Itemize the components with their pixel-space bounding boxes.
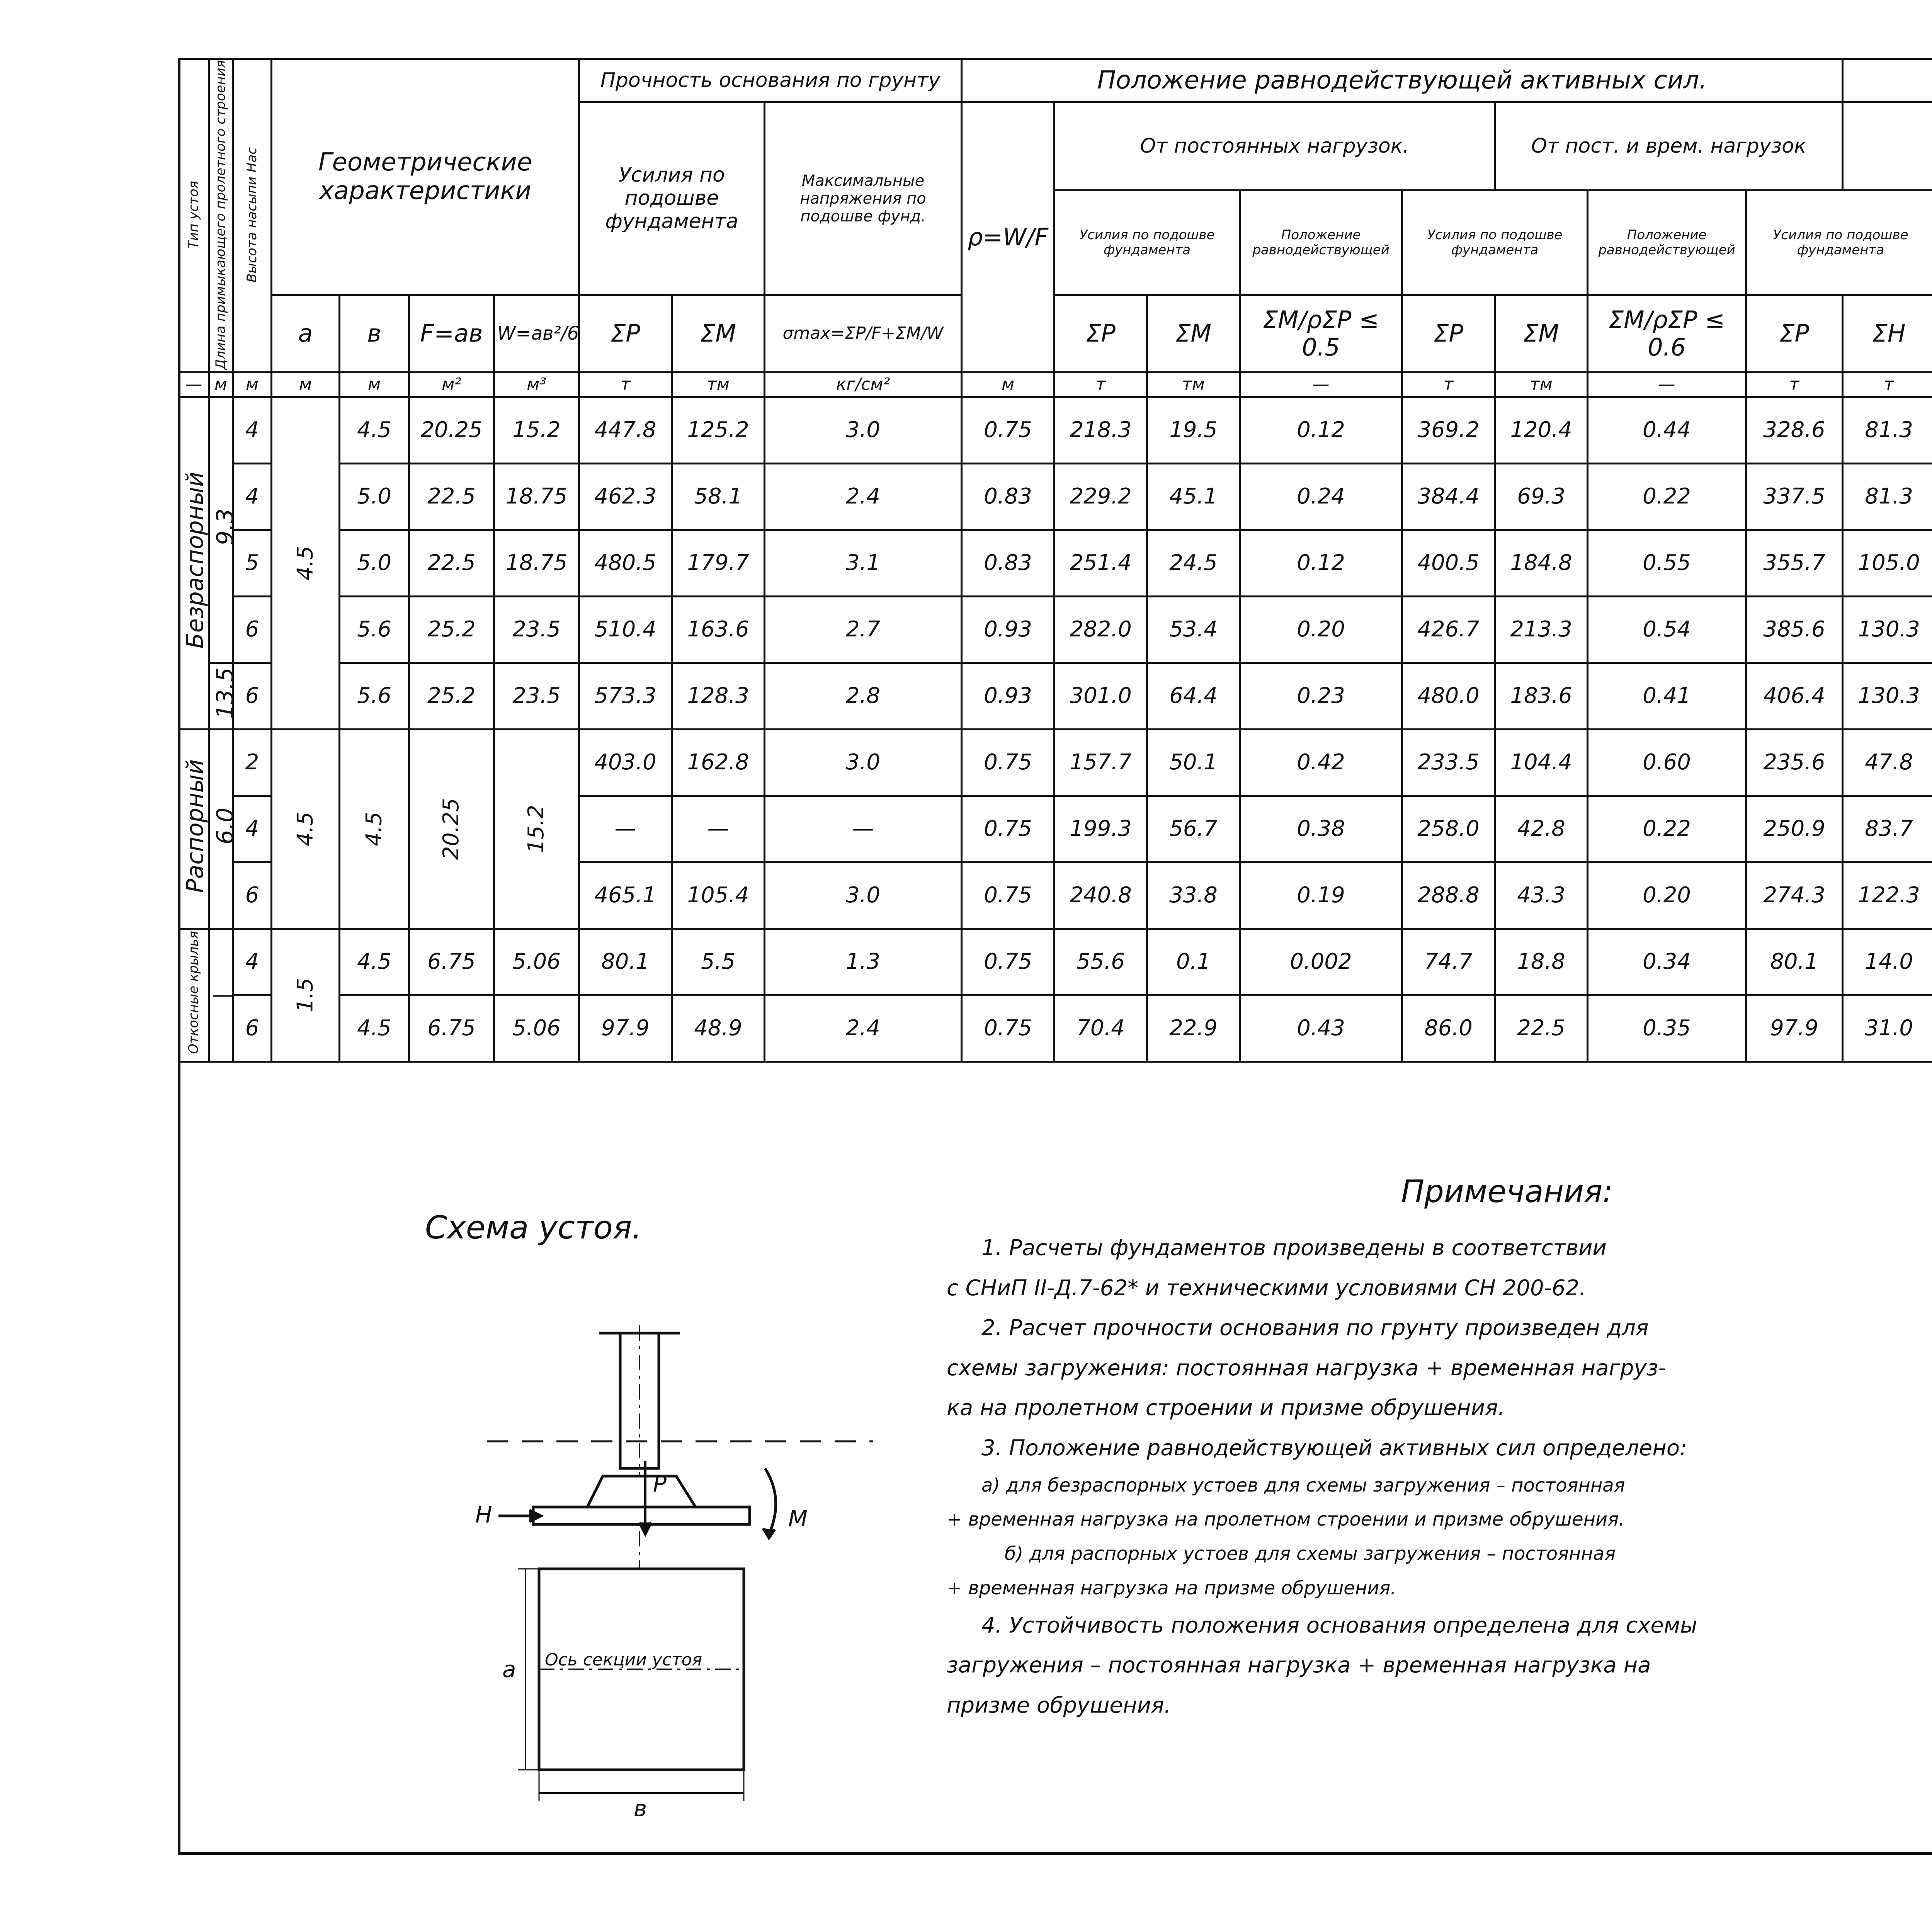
- cell-H: 83.7: [1843, 796, 1932, 862]
- cell-H: 130.3: [1843, 663, 1932, 729]
- cell-H: 81.3: [1843, 397, 1932, 463]
- cell-rho: 0.75: [962, 929, 1054, 995]
- cell-P3: 328.6: [1746, 397, 1843, 463]
- cell-P2: 426.7: [1402, 596, 1495, 663]
- a-g1: 4.5: [272, 397, 340, 729]
- cell-W: 5.06: [494, 929, 579, 995]
- note-line: призме обрушения.: [947, 1692, 1171, 1718]
- cell-sigma: 3.0: [765, 397, 962, 463]
- rho-header: ρ=W/F: [962, 102, 1054, 373]
- unit-cell: м: [209, 372, 233, 397]
- cell-r1: 0.19: [1240, 862, 1402, 929]
- cell-M1: 50.1: [1147, 729, 1240, 796]
- cell-r2: 0.22: [1588, 463, 1746, 530]
- sym-P1: ΣP: [1054, 295, 1147, 372]
- cell-P2: 369.2: [1402, 397, 1495, 463]
- table-row: [179, 663, 1932, 729]
- unit-cell: м: [272, 372, 340, 397]
- sym-P3: ΣP: [1746, 295, 1843, 372]
- cell-P2: 74.7: [1402, 929, 1495, 995]
- cell-r2: 0.44: [1588, 397, 1746, 463]
- len-g1b: 13.5: [209, 663, 233, 729]
- slide-forces-header: Усилия по подошве фундамента: [1746, 191, 1932, 295]
- cell-M2: 22.5: [1495, 995, 1588, 1061]
- label-b: в: [634, 1795, 647, 1822]
- sym-M1: ΣM: [1147, 295, 1240, 372]
- cell-M1: 19.5: [1147, 397, 1240, 463]
- note-line: а) для безраспорных устоев для схемы загружения – постоянная: [981, 1474, 1625, 1496]
- cell-P: 403.0: [579, 729, 672, 796]
- unit-cell: т: [1402, 372, 1495, 397]
- cell-h: 4: [233, 796, 272, 862]
- cell-r2: 0.41: [1588, 663, 1746, 729]
- cell-M: 125.2: [672, 397, 765, 463]
- cell-H: 14.0: [1843, 929, 1932, 995]
- sym-sigma: σmax=ΣP/F+ΣM/W: [765, 295, 962, 372]
- note-line: 4. Устойчивость положения основания определена для схемы: [981, 1613, 1697, 1638]
- cell-r1: 0.12: [1240, 397, 1402, 463]
- F-g2: 20.25: [409, 729, 494, 929]
- note-line: б) для распорных устоев для схемы загружения – постоянная: [1005, 1543, 1616, 1565]
- cell-rho: 0.83: [962, 530, 1054, 596]
- cell-P1: 229.2: [1054, 463, 1147, 530]
- cell-H: 47.8: [1843, 729, 1932, 796]
- slide-header: [1843, 102, 1932, 191]
- len-g2: 6.0: [209, 729, 233, 929]
- cell-b: 5.0: [340, 530, 409, 596]
- cell-M: —: [672, 796, 765, 862]
- cell-P: 480.5: [579, 530, 672, 596]
- notes-title: Примечания:: [1401, 1174, 1613, 1209]
- cell-W: 15.2: [494, 397, 579, 463]
- cell-M2: 120.4: [1495, 397, 1588, 463]
- sym-r1: ΣM/ρΣP ≤ 0.5: [1240, 295, 1402, 372]
- cell-P3: 355.7: [1746, 530, 1843, 596]
- geom-header: Геометрические характеристики: [272, 59, 579, 295]
- footing-trapezoid: [587, 1476, 696, 1507]
- note-line: 2. Расчет прочности основания по грунту произведен для: [981, 1315, 1649, 1341]
- cell-sigma: 2.7: [765, 596, 962, 663]
- cell-r2: 0.60: [1588, 729, 1746, 796]
- perm-pos-header: Положение равнодействующей: [1240, 191, 1402, 295]
- cell-M: 58.1: [672, 463, 765, 530]
- schema-title: Схема устоя.: [425, 1209, 642, 1246]
- cell-rho: 0.83: [962, 463, 1054, 530]
- col-type: Тип устоя: [179, 59, 209, 373]
- cell-r1: 0.42: [1240, 729, 1402, 796]
- cell-M2: 18.8: [1495, 929, 1588, 995]
- cell-M: 162.8: [672, 729, 765, 796]
- cell-F: 25.2: [409, 596, 494, 663]
- cell-P: 462.3: [579, 463, 672, 530]
- cell-W: 18.75: [494, 530, 579, 596]
- strength-header: Прочность основания по грунту: [579, 59, 962, 102]
- cell-P2: 86.0: [1402, 995, 1495, 1061]
- cell-P2: 258.0: [1402, 796, 1495, 862]
- unit-cell: м³: [494, 372, 579, 397]
- perm-forces-header: Усилия по подошве фундамента: [1054, 191, 1240, 295]
- sym-W: W=aв²/6: [494, 295, 579, 372]
- unit-cell: м: [340, 372, 409, 397]
- cell-h: 4: [233, 397, 272, 463]
- cell-sigma: —: [765, 796, 962, 862]
- cell-rho: 0.75: [962, 862, 1054, 929]
- sym-P2: ΣP: [1402, 295, 1495, 372]
- cell-P1: 240.8: [1054, 862, 1147, 929]
- cell-rho: 0.93: [962, 663, 1054, 729]
- cell-M1: 56.7: [1147, 796, 1240, 862]
- unit-cell: кг/см²: [765, 372, 962, 397]
- cell-sigma: 2.4: [765, 463, 962, 530]
- cell-b: 4.5: [340, 929, 409, 995]
- type-g3: Откосные крылья: [179, 929, 209, 1061]
- calc-table: [178, 58, 1932, 1063]
- footing-slab: [533, 1507, 750, 1524]
- cell-M1: 53.4: [1147, 596, 1240, 663]
- unit-cell: м²: [409, 372, 494, 397]
- note-line: загружения – постоянная нагрузка + временная нагрузка на: [947, 1653, 1651, 1678]
- cell-W: 23.5: [494, 596, 579, 663]
- cell-P1: 301.0: [1054, 663, 1147, 729]
- cell-M: 48.9: [672, 995, 765, 1061]
- cell-r2: 0.22: [1588, 796, 1746, 862]
- a-g2: 4.5: [272, 729, 340, 929]
- sym-M: ΣM: [672, 295, 765, 372]
- cell-F: 22.5: [409, 530, 494, 596]
- type-g2: Распорный: [179, 729, 209, 929]
- cell-r1: 0.43: [1240, 995, 1402, 1061]
- note-line: + временная нагрузка на пролетном строении и призме обрушения.: [947, 1509, 1625, 1531]
- unit-cell: тм: [672, 372, 765, 397]
- cell-P1: 282.0: [1054, 596, 1147, 663]
- cell-P: 510.4: [579, 596, 672, 663]
- cell-M: 5.5: [672, 929, 765, 995]
- cell-M2: 69.3: [1495, 463, 1588, 530]
- type-g1: Безраспорный: [179, 397, 209, 729]
- cell-P1: 199.3: [1054, 796, 1147, 862]
- cell-P2: 384.4: [1402, 463, 1495, 530]
- cell-r2: 0.35: [1588, 995, 1746, 1061]
- label-M: M: [788, 1505, 808, 1532]
- cell-P2: 480.0: [1402, 663, 1495, 729]
- cell-rho: 0.75: [962, 995, 1054, 1061]
- cell-P3: 80.1: [1746, 929, 1843, 995]
- cell-rho: 0.75: [962, 796, 1054, 862]
- cell-sigma: 3.0: [765, 862, 962, 929]
- axis-label: Ось секции устоя: [545, 1650, 702, 1670]
- cell-P3: 337.5: [1746, 463, 1843, 530]
- cell-P3: 274.3: [1746, 862, 1843, 929]
- label-P: P: [653, 1471, 667, 1497]
- cell-P3: 235.6: [1746, 729, 1843, 796]
- cell-P2: 288.8: [1402, 862, 1495, 929]
- label-a: a: [502, 1656, 516, 1682]
- cell-h: 6: [233, 596, 272, 663]
- pt-header: От пост. и врем. нагрузок: [1495, 102, 1843, 191]
- note-line: схемы загружения: постоянная нагрузка + временная нагруз-: [947, 1355, 1666, 1381]
- cell-P3: 385.6: [1746, 596, 1843, 663]
- abutment-schema: [371, 1267, 912, 1847]
- unit-cell: м: [233, 372, 272, 397]
- position-header: Положение равнодействующей активных сил.: [962, 59, 1843, 102]
- cell-M2: 42.8: [1495, 796, 1588, 862]
- cell-h: 5: [233, 530, 272, 596]
- cell-b: 4.5: [340, 995, 409, 1061]
- sym-P: ΣP: [579, 295, 672, 372]
- sym-M2: ΣM: [1495, 295, 1588, 372]
- table-row: [179, 530, 1932, 596]
- cell-sigma: 2.4: [765, 995, 962, 1061]
- table-row: [179, 397, 1932, 463]
- b-g2: 4.5: [340, 729, 409, 929]
- table-row: [179, 929, 1932, 995]
- cell-h: 6: [233, 862, 272, 929]
- cell-M2: 183.6: [1495, 663, 1588, 729]
- cell-P2: 400.5: [1402, 530, 1495, 596]
- cell-W: 23.5: [494, 663, 579, 729]
- cell-H: 122.3: [1843, 862, 1932, 929]
- cell-P: 97.9: [579, 995, 672, 1061]
- table-row: [179, 596, 1932, 663]
- forces-header: Усилия по подошве фундамента: [579, 102, 765, 295]
- cell-r1: 0.12: [1240, 530, 1402, 596]
- cell-M1: 0.1: [1147, 929, 1240, 995]
- cell-h: 6: [233, 663, 272, 729]
- cell-P: 573.3: [579, 663, 672, 729]
- cell-r2: 0.54: [1588, 596, 1746, 663]
- cell-F: 6.75: [409, 995, 494, 1061]
- table-row: [179, 463, 1932, 530]
- cell-P: 447.8: [579, 397, 672, 463]
- cell-sigma: 2.8: [765, 663, 962, 729]
- cell-h: 4: [233, 929, 272, 995]
- col-length: Длина примыкающего пролетного строения: [209, 59, 233, 373]
- cell-r1: 0.24: [1240, 463, 1402, 530]
- unit-cell: т: [1746, 372, 1843, 397]
- cell-b: 4.5: [340, 397, 409, 463]
- cell-F: 25.2: [409, 663, 494, 729]
- table-row: [179, 995, 1932, 1061]
- cell-r1: 0.20: [1240, 596, 1402, 663]
- table-row: [179, 729, 1932, 796]
- cell-b: 5.6: [340, 663, 409, 729]
- cell-H: 130.3: [1843, 596, 1932, 663]
- cell-r2: 0.55: [1588, 530, 1746, 596]
- pt-forces-header: Усилия по подошве фундамента: [1402, 191, 1588, 295]
- cell-r1: 0.23: [1240, 663, 1402, 729]
- unit-cell: —: [179, 372, 209, 397]
- cell-r2: 0.34: [1588, 929, 1746, 995]
- sym-b: в: [340, 295, 409, 372]
- note-line: + временная нагрузка на призме обрушения.: [947, 1577, 1396, 1599]
- cell-F: 6.75: [409, 929, 494, 995]
- cell-F: 20.25: [409, 397, 494, 463]
- cell-W: 5.06: [494, 995, 579, 1061]
- unit-cell: м: [962, 372, 1054, 397]
- cell-P1: 70.4: [1054, 995, 1147, 1061]
- notes-block: [947, 1163, 1932, 1726]
- cell-rho: 0.75: [962, 729, 1054, 796]
- cell-M2: 43.3: [1495, 862, 1588, 929]
- unit-cell: т: [1054, 372, 1147, 397]
- cell-P1: 218.3: [1054, 397, 1147, 463]
- cell-M1: 24.5: [1147, 530, 1240, 596]
- cell-M: 163.6: [672, 596, 765, 663]
- cell-h: 6: [233, 995, 272, 1061]
- cell-W: 18.75: [494, 463, 579, 530]
- cell-M1: 22.9: [1147, 995, 1240, 1061]
- unit-cell: т: [1843, 372, 1932, 397]
- cell-P: 80.1: [579, 929, 672, 995]
- note-line: 3. Положение равнодействующей активных сил определено:: [981, 1435, 1687, 1461]
- cell-h: 2: [233, 729, 272, 796]
- units-row: [179, 372, 1932, 397]
- label-H: H: [475, 1502, 492, 1528]
- cell-P1: 55.6: [1054, 929, 1147, 995]
- sym-H: ΣH: [1843, 295, 1932, 372]
- cell-P3: 250.9: [1746, 796, 1843, 862]
- cell-M1: 33.8: [1147, 862, 1240, 929]
- drawing-sheet: [178, 58, 1932, 1855]
- cell-M2: 184.8: [1495, 530, 1588, 596]
- cell-P: 465.1: [579, 862, 672, 929]
- len-g3: —: [209, 929, 233, 1061]
- cell-r1: 0.38: [1240, 796, 1402, 862]
- cell-H: 105.0: [1843, 530, 1932, 596]
- cell-M: 179.7: [672, 530, 765, 596]
- a-g3: 1.5: [272, 929, 340, 1061]
- pt-pos-header: Положение равнодействующей: [1588, 191, 1746, 295]
- cell-H: 31.0: [1843, 995, 1932, 1061]
- note-line: 1. Расчеты фундаментов произведены в соответствии: [981, 1235, 1607, 1260]
- cell-M1: 64.4: [1147, 663, 1240, 729]
- sym-F: F=aв: [409, 295, 494, 372]
- cell-h: 4: [233, 463, 272, 530]
- note-line: с СНиП II-Д.7-62* и техническими условиями СН 200-62.: [947, 1275, 1586, 1301]
- W-g2: 15.2: [494, 729, 579, 929]
- cell-rho: 0.93: [962, 596, 1054, 663]
- cell-M1: 45.1: [1147, 463, 1240, 530]
- cell-sigma: 3.0: [765, 729, 962, 796]
- unit-cell: —: [1588, 372, 1746, 397]
- cell-r2: 0.20: [1588, 862, 1746, 929]
- col-height: Высота насыпи Нас: [233, 59, 272, 373]
- cell-P1: 157.7: [1054, 729, 1147, 796]
- unit-cell: тм: [1495, 372, 1588, 397]
- unit-cell: тм: [1147, 372, 1240, 397]
- sym-a: a: [272, 295, 340, 372]
- stress-header: Максимальные напряжения по подошве фунд.: [765, 102, 962, 295]
- cell-b: 5.0: [340, 463, 409, 530]
- stability-header: [1843, 59, 1932, 102]
- note-line: ка на пролетном строении и призме обрушения.: [947, 1395, 1505, 1421]
- cell-sigma: 3.1: [765, 530, 962, 596]
- cell-rho: 0.75: [962, 397, 1054, 463]
- cell-P2: 233.5: [1402, 729, 1495, 796]
- unit-cell: т: [579, 372, 672, 397]
- cell-P3: 406.4: [1746, 663, 1843, 729]
- cell-P3: 97.9: [1746, 995, 1843, 1061]
- cell-P1: 251.4: [1054, 530, 1147, 596]
- cell-M: 128.3: [672, 663, 765, 729]
- cell-r1: 0.002: [1240, 929, 1402, 995]
- cell-b: 5.6: [340, 596, 409, 663]
- perm-header: От постоянных нагрузок.: [1054, 102, 1495, 191]
- cell-M2: 104.4: [1495, 729, 1588, 796]
- cell-H: 81.3: [1843, 463, 1932, 530]
- cell-M: 105.4: [672, 862, 765, 929]
- cell-M2: 213.3: [1495, 596, 1588, 663]
- len-g1: 9.3: [209, 397, 233, 663]
- sym-r2: ΣM/ρΣP ≤ 0.6: [1588, 295, 1746, 372]
- cell-sigma: 1.3: [765, 929, 962, 995]
- cell-P: —: [579, 796, 672, 862]
- unit-cell: —: [1240, 372, 1402, 397]
- cell-F: 22.5: [409, 463, 494, 530]
